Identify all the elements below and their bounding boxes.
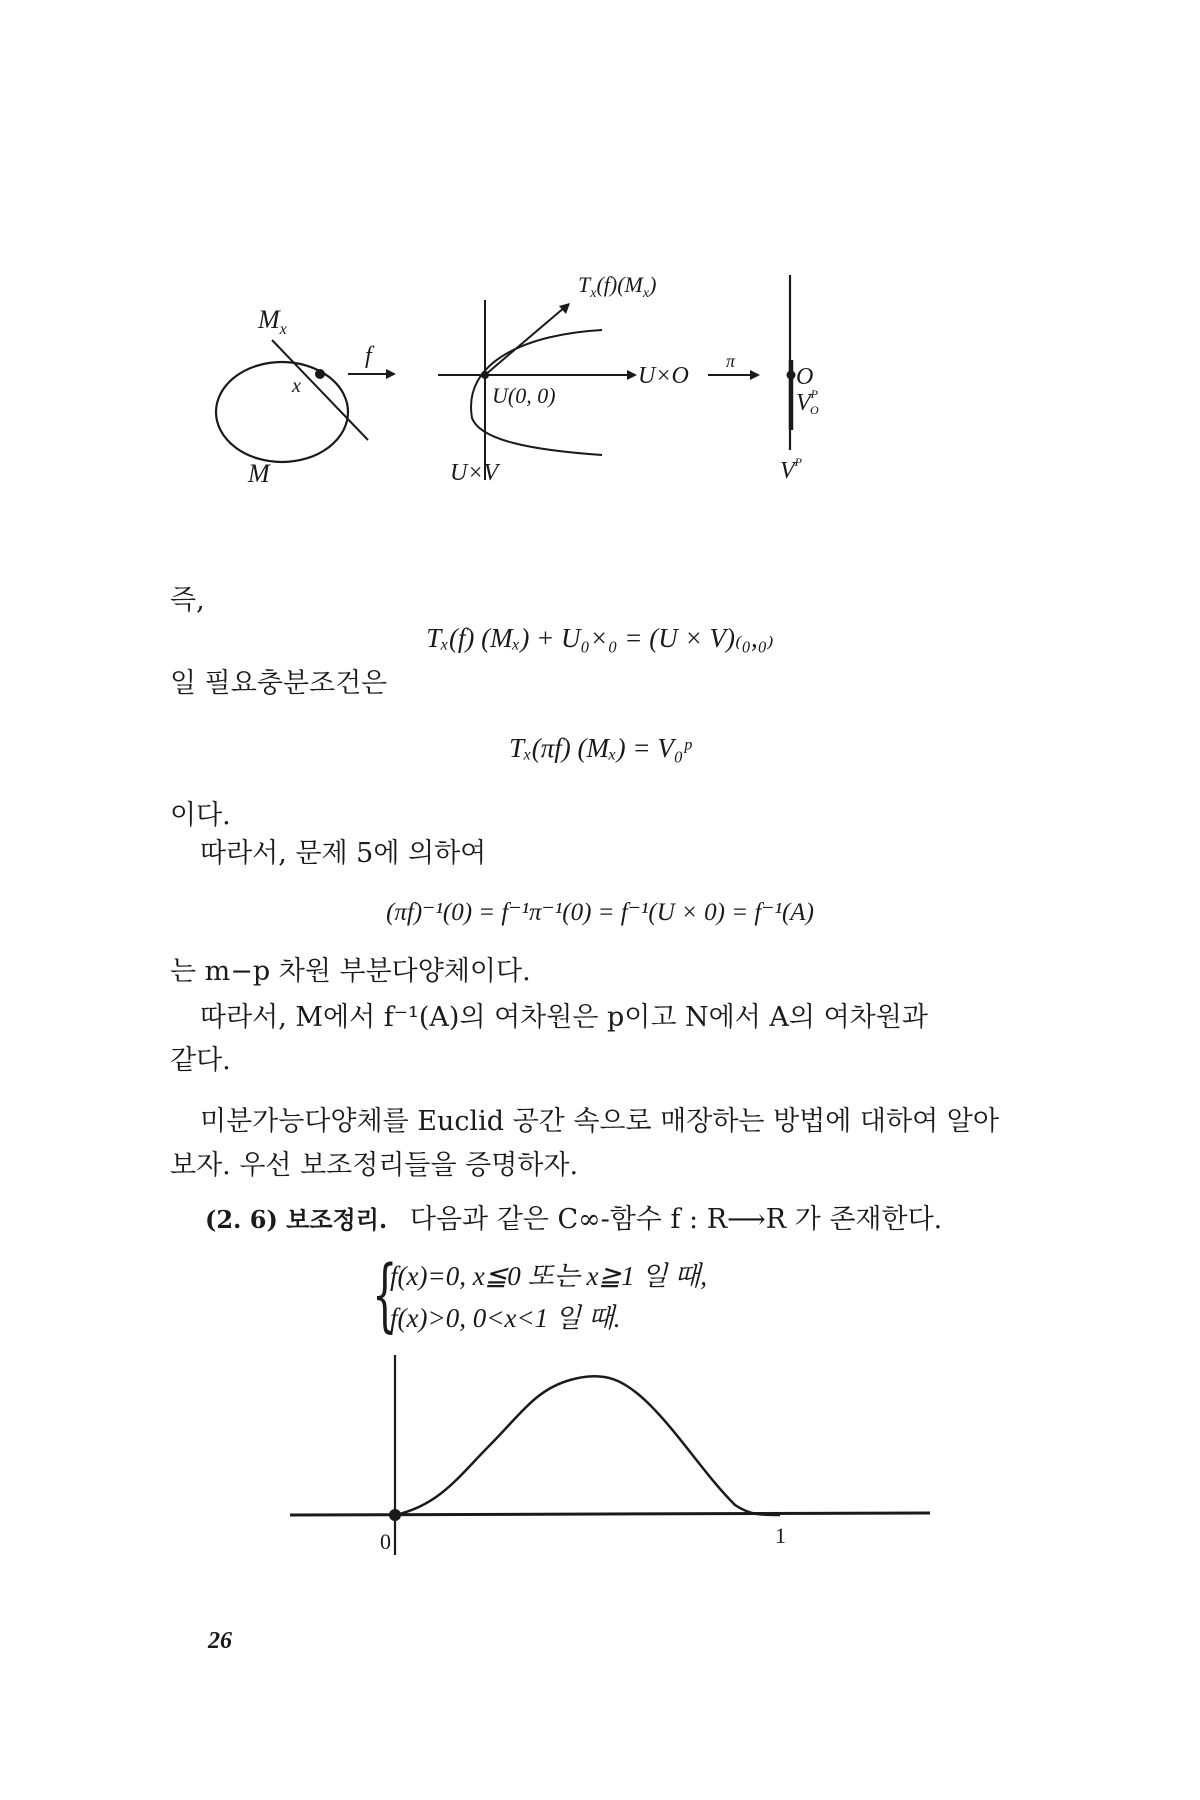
label-V0p: $V^P$ O xyxy=(796,387,819,417)
text-condition: 일 필요충분조건은 xyxy=(170,668,388,699)
equation-tangent-sum: Tₓ(f) (Mₓ) + U₀×₀ = (U × V)₍₀,₀₎ xyxy=(426,623,774,653)
tick-label-0: 0 xyxy=(380,1529,391,1554)
point-x-dot xyxy=(315,369,325,379)
label-UxV: U×V xyxy=(450,460,499,486)
arrow-pi-head xyxy=(750,370,760,380)
tangent-line-Mx xyxy=(272,340,368,440)
text-codimension: 따라서, M에서 f⁻¹(A)의 여차원은 p이고 N에서 A의 여차원과 xyxy=(200,1002,928,1033)
text-ida: 이다. xyxy=(170,800,231,831)
text-embedding-intro: 미분가능다양체를 Euclid 공간 속으로 매장하는 방법에 대하여 알아 xyxy=(200,1106,999,1137)
lemma-number: (2. 6) 보조정리. xyxy=(205,1205,388,1234)
label-M: M xyxy=(248,459,270,488)
point-origin-dot xyxy=(481,371,489,379)
tick-label-1: 1 xyxy=(775,1523,786,1548)
case-zero: f(x)=0, x≦0 또는 x≧1 일 때, xyxy=(390,1261,707,1291)
arrow-f-head xyxy=(386,369,396,379)
equation-tangent-pi: Tₓ(πf) (Mₓ) = V₀ᵖ xyxy=(509,733,691,763)
tangent-space-diagram xyxy=(200,272,1000,560)
label-x: x xyxy=(292,375,301,397)
bump-function-graph xyxy=(280,1355,940,1585)
label-f: f xyxy=(365,343,372,369)
tangent-vector-arrowhead xyxy=(559,303,570,314)
text-jeuk: 즉, xyxy=(170,585,205,616)
case-positive: f(x)>0, 0<x<1 일 때. xyxy=(390,1303,621,1333)
lemma-statement: 다음과 같은 C∞-함수 f : R⟶R 가 존재한다. xyxy=(409,1204,943,1235)
case-definition xyxy=(372,1248,707,1341)
equation-preimage: (πf)⁻¹(0) = f⁻¹π⁻¹(0) = f⁻¹(U × 0) = f⁻¹(A) xyxy=(386,899,814,926)
label-Tx-f-Mx: $T_x(f)(M_x)$ xyxy=(578,272,657,301)
lemma-heading xyxy=(205,1204,942,1236)
origin-dot xyxy=(389,1509,401,1521)
label-Mx: $M_x$ xyxy=(258,305,287,338)
text-gatda: 같다. xyxy=(170,1045,231,1076)
point-O-dot xyxy=(787,371,796,380)
label-U00: U(0, 0) xyxy=(492,383,556,408)
brace-symbol: { xyxy=(372,1248,398,1341)
label-O: O xyxy=(796,364,814,390)
manifold-M-curve xyxy=(216,362,348,462)
label-pi: π xyxy=(726,351,736,371)
text-submanifold: 는 m−p 차원 부분다양체이다. xyxy=(170,956,531,987)
bump-curve xyxy=(395,1376,780,1515)
text-lemma-prove: 보자. 우선 보조정리들을 증명하자. xyxy=(170,1150,579,1181)
label-UxO: U×O xyxy=(638,363,689,389)
label-Vp: $V^P$ xyxy=(780,455,803,484)
page-number: 26 xyxy=(208,1628,232,1654)
text-problem5: 따라서, 문제 5에 의하여 xyxy=(200,838,487,869)
axis-horizontal-arrowhead xyxy=(627,370,637,380)
tangent-vector-Tx xyxy=(485,307,565,375)
x-axis xyxy=(290,1513,930,1515)
